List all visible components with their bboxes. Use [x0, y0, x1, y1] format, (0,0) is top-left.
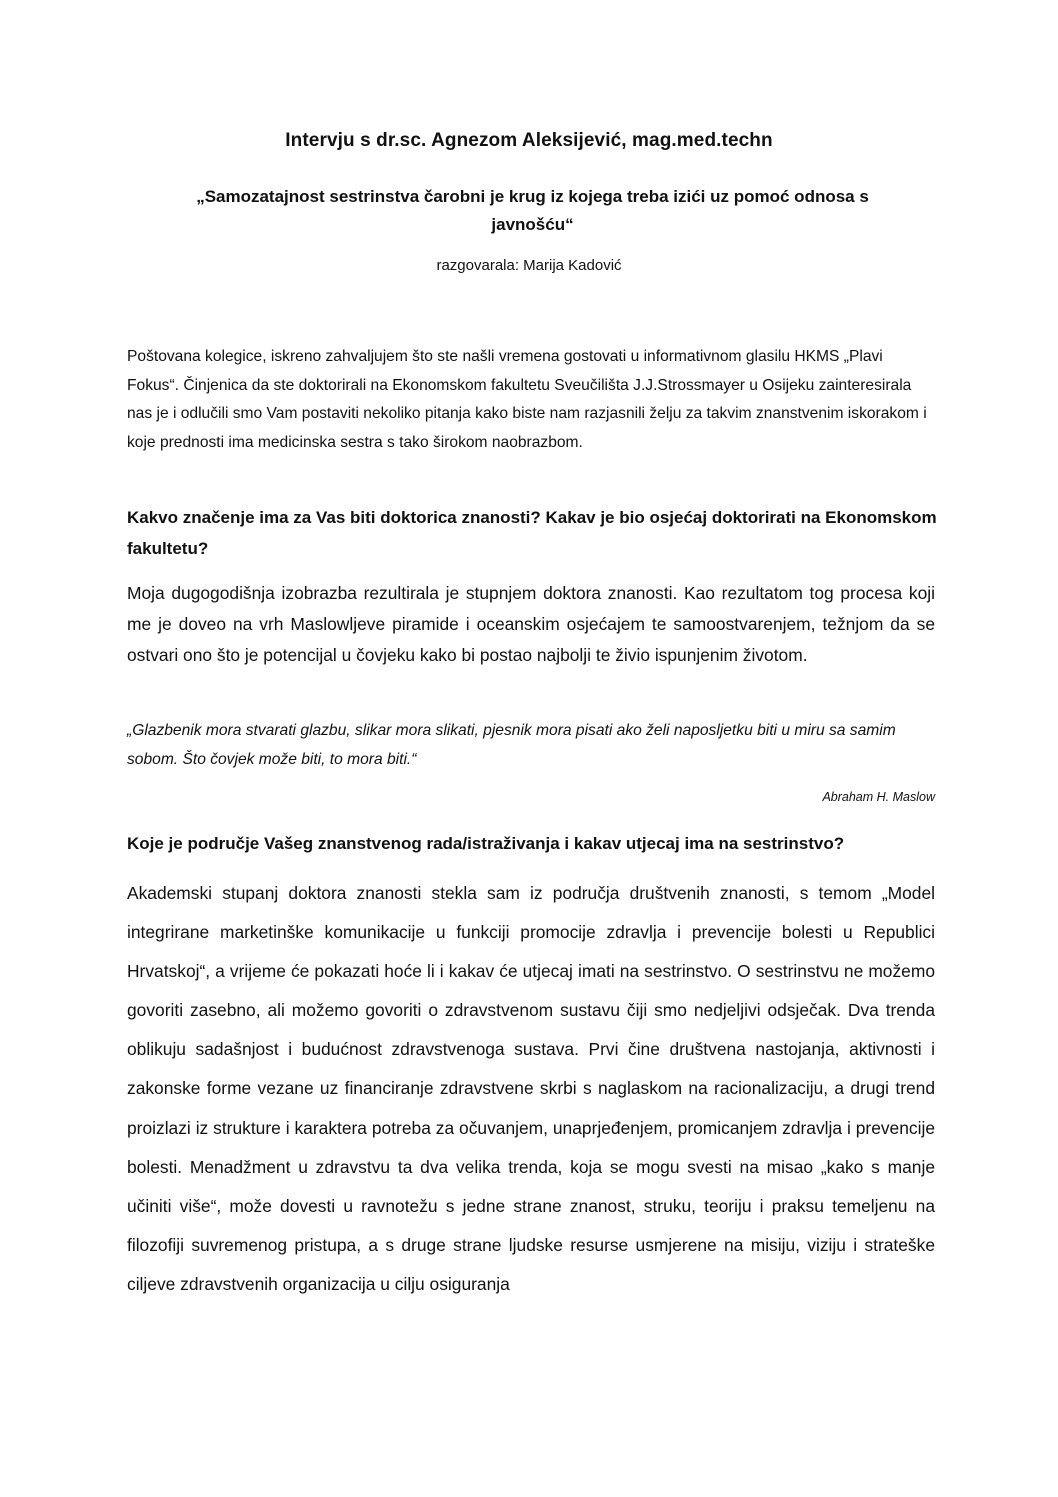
question-2: Koje je područje Vašeg znanstvenog rada/istraživanja i kakav utjecaj ima na sestrinstvo? — [127, 834, 845, 853]
quote: „Glazbenik mora stvarati glazbu, slikar mora slikati, pjesnik mora pisati ako želi naposljetku biti u miru sa samim sobom. Što čovjek može biti, to mora biti.“ — [127, 722, 896, 768]
answer-2: Akademski stupanj doktora znanosti stekla sam iz područja društvenih znanosti, s temom „Model integrirane marketinške komunikacije u funkciji promocije zdravlja i prevencije bolesti u Republici Hrvatskoj“, a vrijeme će pokazati hoće li i kakav će utjecaj imati na sestrinstvo. O sestrinstvu ne možemo govoriti zasebno, ali možemo govoriti o zdravstvenom sustavu čiji smo nedjeljivi odsječak. Dva trenda oblikuju sadašnjost i budućnost zdravstvenoga sustava. Prvi čine društvena nastojanja, aktivnosti i zakonske forme vezane uz financiranje zdravstvene skrbi s naglaskom na racionalizaciju, a drugi trend proizlazi iz strukture i karaktera potreba za očuvanjem, unaprjeđenjem, promicanjem zdravlja i prevencije bolesti. Menadžment u zdravstvu ta dva velika trenda, koja se mogu svesti na misao „kako s manje učiniti više“, može dovesti u ravnotežu s jedne strane znanost, struku, teoriju i praksu temeljenu na filozofiji suvremenog pristupa, a s druge strane ljudske resurse usmjerene na misiju, viziju i strateške ciljeve zdravstvenih organizacija u cilju osiguranja — [127, 883, 935, 1294]
intro-paragraph: Poštovana kolegice, iskreno zahvaljujem što ste našli vremena gostovati u informativnom glasilu HKMS „Plavi Fokus“. Činjenica da ste doktorirali na Ekonomskom fakultetu Sveučilišta J.J.Strossmayer u Osijeku zainteresirala nas je i odlučili smo Vam postaviti nekoliko pitanja kako biste nam razjasnili želju za takvim znanstvenim iskorakom i koje prednosti ima medicinska sestra s tako širokom naobrazbom. — [127, 348, 927, 451]
interview-title: Intervju s dr.sc. Agnezom Aleksijević, mag.med.techn — [285, 130, 773, 151]
interview-subtitle: „Samozatajnost sestrinstva čarobni je krug iz kojega treba izići uz pomoć odnosa s javnošću“ — [196, 187, 869, 234]
quote-author: Abraham H. Maslow — [822, 790, 935, 804]
question-1: Kakvo značenje ima za Vas biti doktorica znanosti? Kakav je bio osjećaj doktorirati na Ekonomskom fakultetu? — [127, 508, 937, 558]
byline: razgovarala: Marija Kadović — [436, 257, 622, 274]
answer-1: Moja dugogodišnja izobrazba rezultirala je stupnjem doktora znanosti. Kao rezultatom tog procesa koji me je doveo na vrh Maslowljeve piramide i oceanskim osjećajem te samoostvarenjem, težnjom da se ostvari ono što je potencijal u čovjeku kako bi postao najbolji te živio ispunjenim životom. — [127, 583, 935, 665]
